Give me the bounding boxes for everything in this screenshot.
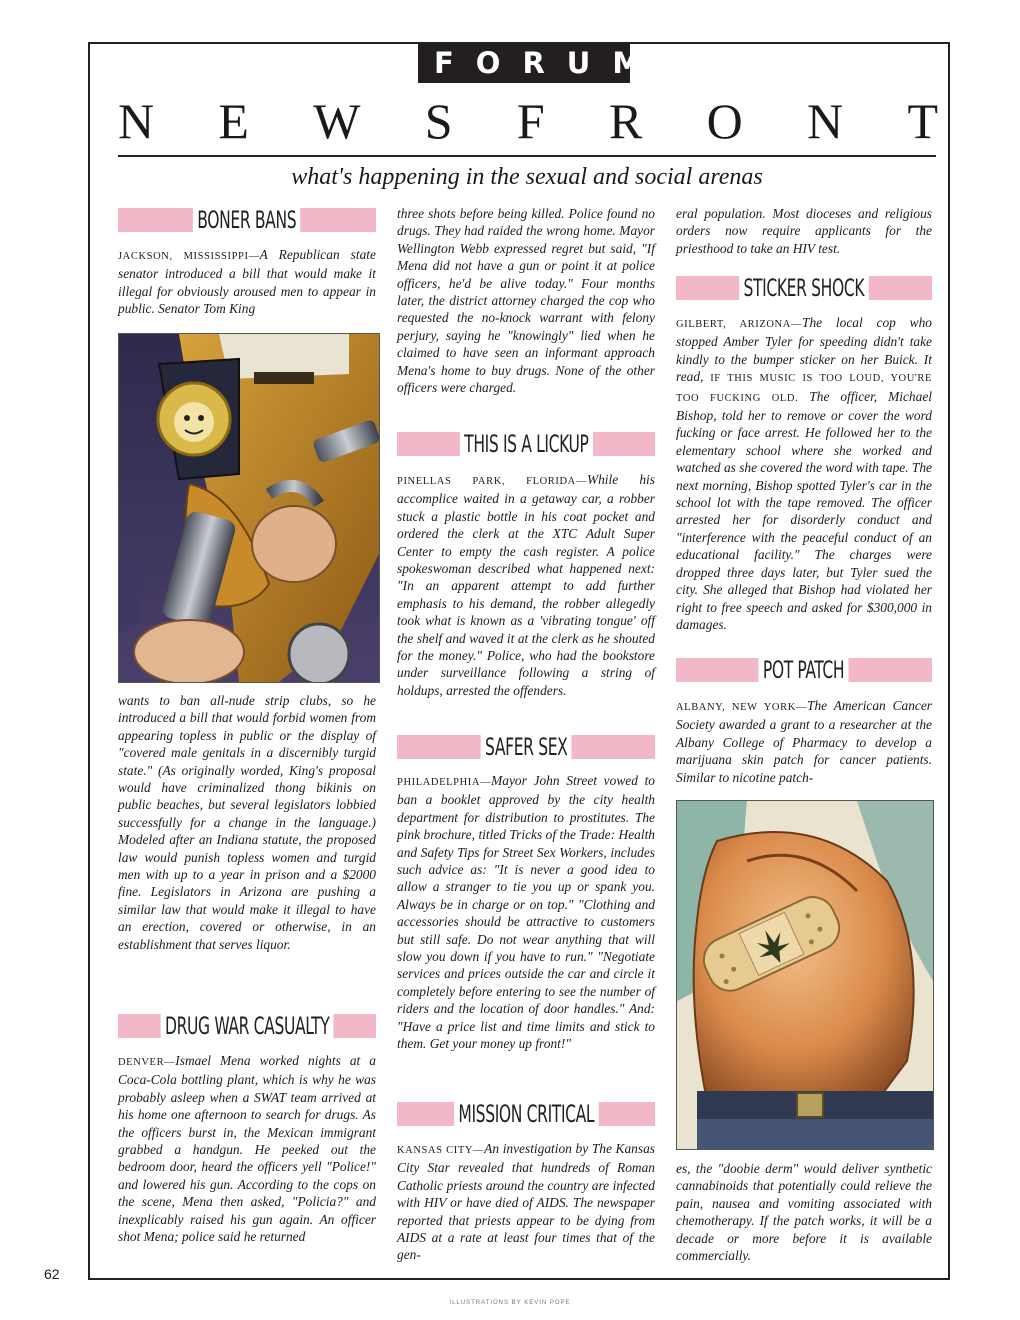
- title-letter: N: [118, 93, 155, 149]
- title-letter: T: [907, 93, 938, 149]
- dateline: ALBANY, NEW YORK—: [676, 702, 808, 713]
- section-label: FORUM: [418, 43, 630, 83]
- heading-safer-sex: SAFER SEX: [397, 735, 655, 759]
- title-rule: [118, 155, 936, 157]
- heading-sticker-shock: STICKER SHOCK: [676, 276, 932, 300]
- article-drug-war-part1: DENVER—Ismael Mena worked nights at a Coca-Cola bottling plant, which is why he was probably asleep when a SWAT team arrived at his home one afternoon to search for drugs. As the officers burst in, the Mexican immigrant grabbed a handgun. He peeked out the bedroom door, heard the officers yell "Police!" and lowered his gun. According to the cops on the scene, Mena then asked, "Policia?" and inexplicably raised his gun again. An officer shot Mena; police said he returned: [118, 1053, 376, 1245]
- article-boner-bans-part2: wants to ban all-nude strip clubs, so he introduced a bill that would forbid women from appearing topless in public or the display of "covered male genitals in a discernibly turgid state." (As originally worded, King's proposal would have criminalized thong bikinis on public beaches, but several legislators lobbied successfully for a change in the language.) Modeled after an Indiana statute, the proposed law would punish topless women and turgid men with up to a year in prison and a $2000 fine. Legislators in Arizona are pushing a similar law that would make it illegal to have an erection, covered or otherwise, in an establishment that serves liquor.: [118, 693, 376, 952]
- bumper-sticker-text: IF THIS MUSIC IS TOO LOUD, YOU'RE TOO FUCKING OLD.: [676, 373, 932, 404]
- article-pot-patch-part1: ALBANY, NEW YORK—The American Cancer Society awarded a grant to a researcher at the Albany College of Pharmacy to develop a marijuana skin patch for cancer patients. Similar to nicotine patch-: [676, 698, 932, 785]
- title-letter: R: [608, 93, 643, 149]
- title-letter: S: [424, 93, 453, 149]
- dateline: PINELLAS PARK, FLORIDA—: [397, 476, 587, 487]
- dateline: DENVER—: [118, 1057, 176, 1068]
- article-mission-critical-part1: KANSAS CITY—An investigation by The Kansas City Star revealed that hundreds of Roman Catholic priests around the country are infected with HIV or have died of AIDS. The newspaper reported that priests appear to be dying from AIDS at a rate at least four times that of the gen-: [397, 1141, 655, 1263]
- title-letter: N: [807, 93, 844, 149]
- title-letter: W: [313, 93, 361, 149]
- article-mission-critical-part2: eral population. Most dioceses and religious orders now require applicants for the priesthood to take an HIV test.: [676, 206, 932, 256]
- title-letter: F: [516, 93, 545, 149]
- heading-boner-bans: BONER BANS: [118, 208, 376, 232]
- article-pot-patch-part2: es, the "doobie derm" would deliver synthetic cannabinoids that potentially could relieve the pain, nausea and vomiting associated with chemotherapy. If the patch works, it will be a decade or more before it is available commercially.: [676, 1161, 932, 1264]
- heading-pot-patch: POT PATCH: [676, 658, 932, 682]
- dateline: JACKSON, MISSISSIPPI—: [118, 251, 260, 262]
- dateline: GILBERT, ARIZONA—: [676, 319, 803, 330]
- dateline: KANSAS CITY—: [397, 1145, 485, 1156]
- page-subtitle: what's happening in the sexual and social arenas: [291, 164, 763, 190]
- page-title: [118, 94, 938, 148]
- title-letter: O: [706, 93, 743, 149]
- title-letter: E: [218, 93, 249, 149]
- page-number: 62: [44, 1266, 60, 1282]
- article-sticker-shock: GILBERT, ARIZONA—The local cop who stopped Amber Tyler for speeding didn't take kindly to the bumper sticker on her Buick. It read, IF THIS MUSIC IS TOO LOUD, YOU'RE TOO FUCKING OLD. The officer, Michael Bishop, told her to remove or cover the word fucking or face arrest. He followed her to the elementary school where she worked and watched as she covered the word with tape. The next morning, Bishop spotted Tyler's car in the school lot with the tape removed. The officer arrested her for disorderly conduct and "interference with the peaceful conduct of an educational facility." The charges were dropped three days later, but Tyler sued the city. She alleged that Bishop had violated her right to free speech and asked for $300,000 in damages.: [676, 315, 932, 632]
- illustration-credit: ILLUSTRATIONS BY KEVIN POPE: [449, 1300, 571, 1306]
- heading-this-is-a-lickup: THIS IS A LICKUP: [397, 432, 655, 456]
- article-safer-sex: PHILADELPHIA—Mayor John Street vowed to ban a booklet approved by the city health department for distribution to prostitutes. The pink brochure, titled Tricks of the Trade: Health and Safety Tips for Street Sex Workers, includes such advice as: "It is never a good idea to allow a stranger to tie you up or spank you. Always be in charge or on top." "Clothing and accessories should be attractive to customers but still safe. Do not wear anything that will slow you down if you have to run." "Negotiate services and prices outside the car and circle it completely before entering to see the number of riders and the location of door handles." And: "Have a price list and time limits and stick to them. Get your money up front!": [397, 773, 655, 1052]
- boner-bans-illustration: [118, 333, 380, 683]
- pot-patch-illustration: [676, 800, 934, 1150]
- heading-mission-critical: MISSION CRITICAL: [397, 1102, 655, 1126]
- article-drug-war-part2: three shots before being killed. Police found no drugs. They had raided the wrong home. Mayor Wellington Webb expressed regret but said, "If Mena did not have a gun or point it at police officers, he'd be alive today." Four months later, the district attorney charged the cop who requested the no-knock warrant with felony perjury, saying he "knowingly" lied when he claimed to have seen an informant approach Mena's home to buy drugs. None of the other officers were charged.: [397, 206, 655, 396]
- article-boner-bans-part1: JACKSON, MISSISSIPPI—A Republican state senator introduced a bill that would make it illegal for obviously aroused men to appear in public. Senator Tom King: [118, 247, 376, 317]
- article-lickup: PINELLAS PARK, FLORIDA—While his accomplice waited in a getaway car, a robber stuck a plastic bottle in his coat pocket and ordered the clerk at the XTC Adult Super Center to empty the cash register. A police spokeswoman described what happened next: "In an apparent attempt to add further emphasis to his demand, the robber allegedly took what is known as a 'vibrating tongue' off the shelf and waved it at the clerk as he shouted for the money." Police, who had the bookstore under surveillance following a string of holdups, arrested the offenders.: [397, 472, 655, 698]
- heading-drug-war-casualty: DRUG WAR CASUALTY: [118, 1014, 376, 1038]
- dateline: PHILADELPHIA—: [397, 777, 492, 788]
